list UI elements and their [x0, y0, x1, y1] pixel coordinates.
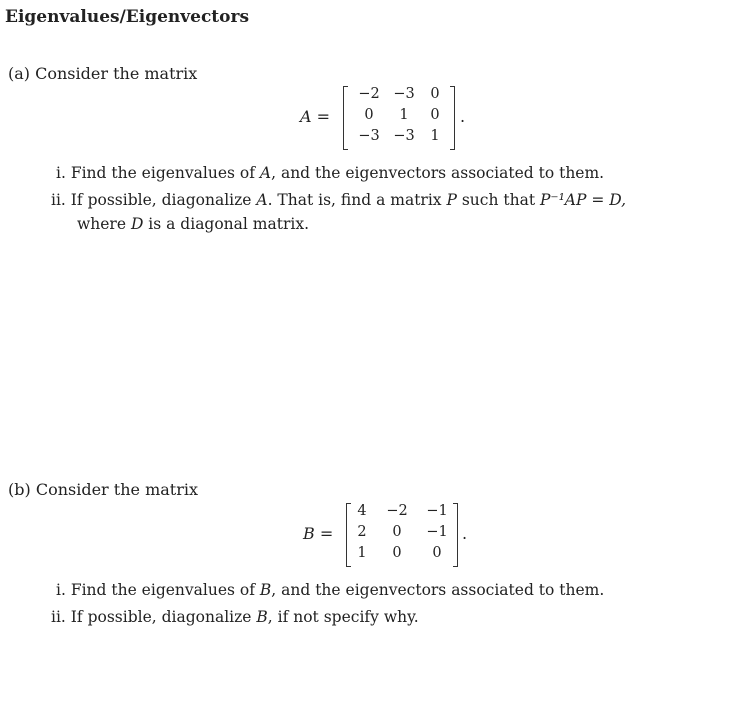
matrix-b-cell: 4 — [357, 503, 367, 519]
matrix-a-cell: 0 — [430, 107, 440, 123]
matrix-a-cell: 0 — [364, 107, 374, 123]
matrix-a-label: A = — [300, 107, 331, 126]
matrix-a — [343, 86, 455, 150]
part-b-item-i: i. Find the eigenvalues of B, and the eigenvectors associated to them. — [56, 581, 605, 599]
matrix-b-cell: −1 — [426, 524, 448, 540]
part-b-label: (b) — [8, 480, 31, 499]
part-b-intro: Consider the matrix — [35, 480, 198, 499]
matrix-b-period: . — [462, 524, 468, 543]
matrix-a-period: . — [460, 107, 466, 126]
part-a-heading — [8, 64, 197, 83]
matrix-b-cell: 0 — [432, 545, 442, 561]
part-b-heading — [8, 480, 198, 499]
matrix-b-cell: 2 — [357, 524, 367, 540]
matrix-b-cell: 0 — [392, 524, 402, 540]
part-a-label: (a) — [8, 64, 31, 83]
part-a-intro: Consider the matrix — [35, 64, 198, 83]
matrix-a-cell: 1 — [430, 128, 440, 144]
part-a-item-ii: ii. If possible, diagonalize A. That is, find a matrix P such that P⁻¹AP = D, — [51, 191, 627, 209]
matrix-b-cell: 0 — [392, 545, 402, 561]
part-a-item-i: i. Find the eigenvalues of A, and the eigenvectors associated to them. — [56, 164, 605, 182]
matrix-b-cell: −2 — [386, 503, 408, 519]
matrix-a-cell: 1 — [399, 107, 409, 123]
page-title: Eigenvalues/Eigenvectors — [5, 7, 250, 27]
matrix-a-cell: −3 — [393, 86, 415, 102]
matrix-b-cell: 1 — [357, 545, 367, 561]
matrix-a-cell: −3 — [393, 128, 415, 144]
matrix-a-cell: −3 — [358, 128, 380, 144]
part-a-item-ii-cont: where D is a diagonal matrix. — [77, 215, 309, 233]
matrix-b-label: B = — [303, 524, 334, 543]
part-b-item-ii: ii. If possible, diagonalize B, if not specify why. — [51, 608, 419, 626]
matrix-a-cell: 0 — [430, 86, 440, 102]
matrix-a-cell: −2 — [358, 86, 380, 102]
matrix-b-cell: −1 — [426, 503, 448, 519]
matrix-b — [346, 503, 458, 567]
